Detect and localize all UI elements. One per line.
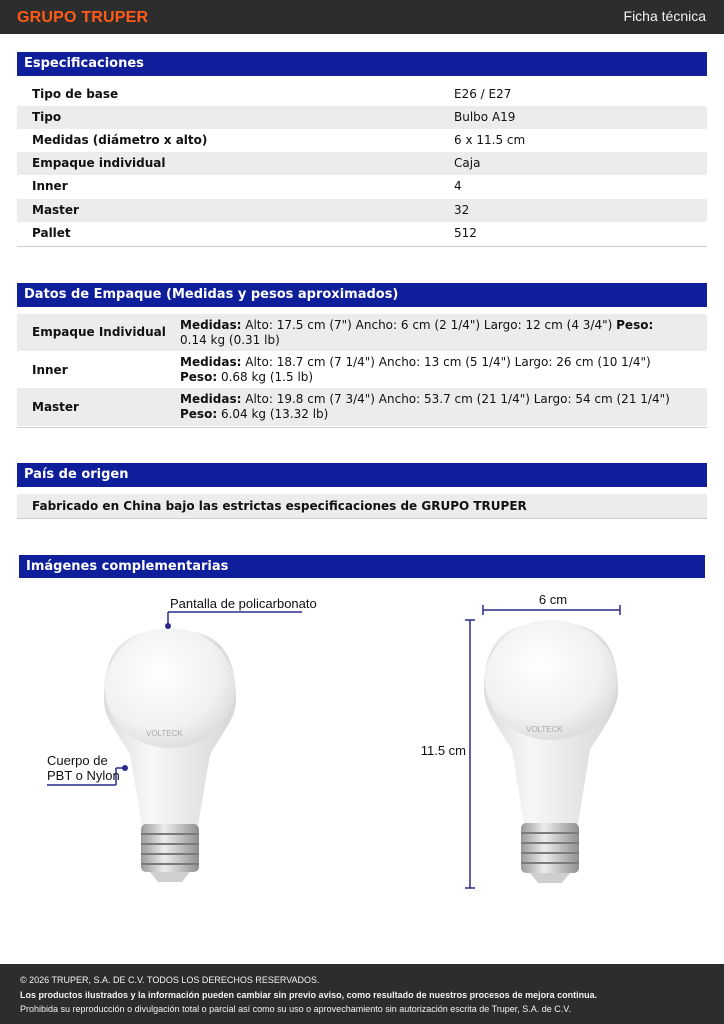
footer-notice: Los productos ilustrados y la información pueden cambiar sin previo aviso, como resultado de nuestros procesos de mejora continua.: [20, 990, 598, 1000]
callout-body: [47, 753, 128, 785]
packaging-label: Master: [32, 400, 79, 414]
measures-value: Alto: 17.5 cm (7") Ancho: 6 cm (2 1/4") Largo: 12 cm (4 3/4"): [245, 318, 613, 332]
weight-value: 0.68 kg (1.5 lb): [220, 370, 314, 384]
dimension-width: [483, 592, 620, 615]
dimension-height-label: 11.5 cm: [420, 743, 466, 758]
packaging-row: [17, 314, 707, 351]
bulb-image-left: [104, 628, 236, 882]
origin-row: [17, 494, 707, 518]
bulb-logo: VOLTECK: [526, 725, 563, 734]
measures-label: Medidas:: [180, 355, 242, 369]
spec-value: Bulbo A19: [454, 110, 516, 124]
bulb-image-right: [484, 620, 618, 883]
bulb-logo: VOLTECK: [146, 729, 183, 738]
dimension-height: [421, 620, 475, 888]
measures-value: Alto: 18.7 cm (7 1/4") Ancho: 13 cm (5 1/4") Largo: 26 cm (10 1/4"): [245, 355, 651, 369]
top-bar: [0, 0, 724, 34]
product-images: [0, 580, 724, 910]
divider: [17, 518, 707, 519]
packaging-row: [17, 351, 707, 388]
spec-label: Master: [32, 203, 79, 217]
packaging-details: [180, 355, 680, 385]
footer-copyright: © 2026 TRUPER, S.A. DE C.V. TODOS LOS DERECHOS RESERVADOS.: [20, 975, 320, 985]
packaging-header: Datos de Empaque (Medidas y pesos aproximados): [17, 283, 707, 307]
spec-value: 512: [454, 226, 477, 240]
spec-row: [17, 152, 707, 175]
callout-shade: [165, 596, 317, 629]
spec-label: Inner: [32, 179, 68, 193]
spec-row: [17, 222, 707, 245]
spec-label: Empaque individual: [32, 156, 166, 170]
spec-row: [17, 106, 707, 129]
spec-label: Pallet: [32, 226, 71, 240]
spec-value: 6 x 11.5 cm: [454, 133, 526, 147]
callout-shade-label: Pantalla de policarbonato: [170, 596, 317, 611]
specs-header: Especificaciones: [17, 52, 707, 76]
measures-label: Medidas:: [180, 318, 242, 332]
callout-body-line2: PBT o Nylon: [47, 768, 120, 783]
footer: [0, 964, 724, 1024]
packaging-label: Inner: [32, 363, 68, 377]
spec-value: 32: [454, 203, 470, 217]
weight-value: 0.14 kg (0.31 lb): [180, 333, 280, 347]
spec-row: [17, 129, 707, 152]
origin-header: País de origen: [17, 463, 707, 487]
packaging-details: [180, 318, 680, 348]
weight-label: Peso:: [180, 407, 218, 421]
spec-value: Caja: [454, 156, 481, 170]
spec-row: [17, 83, 707, 106]
spec-label: Medidas (diámetro x alto): [32, 133, 208, 147]
brand-logo: GRUPO TRUPER: [17, 9, 149, 26]
weight-label: Peso:: [180, 370, 218, 384]
spec-value: 4: [454, 179, 462, 193]
spec-label: Tipo de base: [32, 87, 119, 101]
callout-body-line1: Cuerpo de: [47, 753, 108, 768]
packaging-label: Empaque Individual: [32, 325, 166, 339]
footer-prohibition: Prohibida su reproducción o divulgación total o parcial así como su uso o aprovechamiento sin autorización escrita de Truper, S.A. de C.V.: [20, 1004, 571, 1014]
weight-label: Peso:: [616, 318, 654, 332]
dimension-width-label: 6 cm: [538, 592, 568, 607]
weight-value: 6.04 kg (13.32 lb): [220, 407, 329, 421]
measures-value: Alto: 19.8 cm (7 3/4") Ancho: 53.7 cm (21 1/4") Largo: 54 cm (21 1/4"): [245, 392, 670, 406]
spec-value: E26 / E27: [454, 87, 512, 101]
spec-row: [17, 199, 707, 222]
divider: [17, 427, 707, 428]
measures-label: Medidas:: [180, 392, 242, 406]
document-type: Ficha técnica: [623, 8, 706, 24]
origin-text: Fabricado en China bajo las estrictas especificaciones de GRUPO TRUPER: [32, 499, 527, 513]
packaging-details: [180, 392, 680, 422]
spec-label: Tipo: [32, 110, 62, 124]
packaging-row: [17, 388, 707, 426]
divider: [17, 246, 707, 247]
spec-row: [17, 175, 707, 198]
images-header: Imágenes complementarias: [19, 555, 705, 578]
